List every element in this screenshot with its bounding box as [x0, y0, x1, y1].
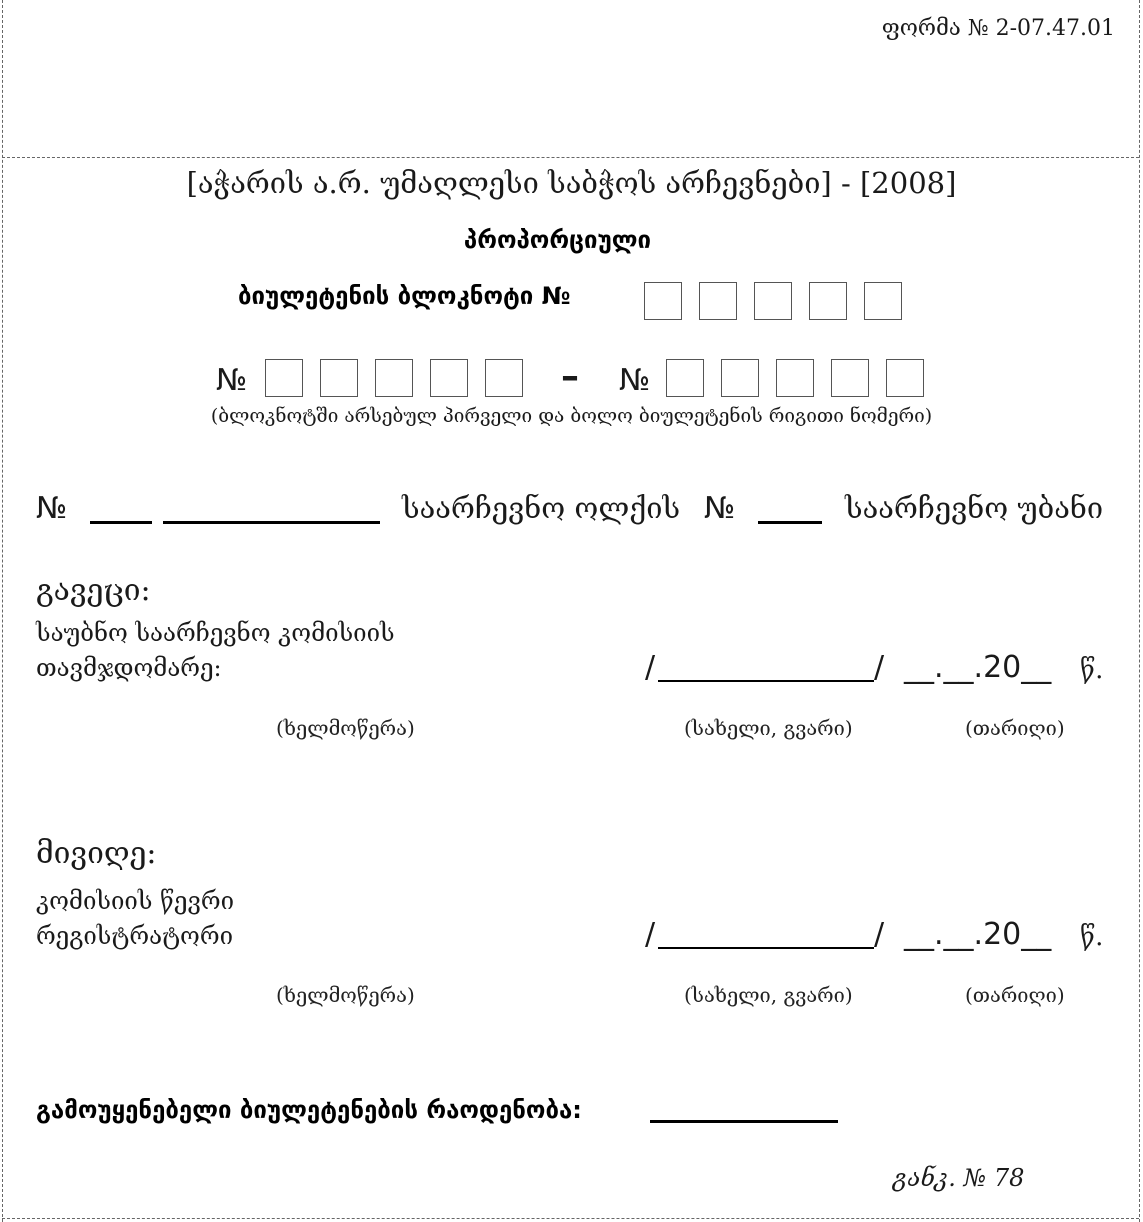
precinct-number-field[interactable]	[758, 521, 822, 524]
block-digit-box[interactable]	[699, 282, 737, 320]
frame-top-separator	[2, 157, 1139, 158]
range-dash: –	[561, 356, 579, 397]
block-digit-box[interactable]	[864, 282, 902, 320]
issued-date-field[interactable]: __.__.20__	[904, 650, 1052, 685]
received-signature-caption: (ხელმოწერა)	[276, 983, 415, 1007]
range-to-digit-box[interactable]	[666, 359, 704, 397]
received-role-line2: რეგისტრატორი	[36, 922, 234, 950]
range-from-digit-box[interactable]	[375, 359, 413, 397]
issued-name-field[interactable]	[658, 680, 874, 682]
issued-name-caption: (სახელი, გვარი)	[684, 716, 853, 740]
received-heading: მივიღე:	[36, 836, 157, 871]
range-from-digit-box[interactable]	[485, 359, 523, 397]
received-name-caption: (სახელი, გვარი)	[684, 983, 853, 1007]
range-to-label: №	[619, 363, 651, 398]
issued-heading: გავეცი:	[36, 573, 151, 608]
district-number-field[interactable]	[90, 521, 152, 524]
received-slash-close: /	[874, 917, 885, 952]
range-to-digit-box[interactable]	[831, 359, 869, 397]
district-label: საარჩევნო ოლქის	[402, 491, 681, 525]
unused-ballots-field[interactable]	[650, 1120, 838, 1123]
range-from-digit-box[interactable]	[265, 359, 303, 397]
block-digit-box[interactable]	[754, 282, 792, 320]
ballot-type-title: პროპორციული	[463, 226, 652, 254]
form-number: ფორმა № 2-07.47.01	[881, 16, 1115, 41]
range-to-digit-box[interactable]	[886, 359, 924, 397]
received-slash-open: /	[645, 917, 656, 952]
unused-ballots-label: გამოუყენებელი ბიულეტენების რაოდენობა:	[36, 1096, 582, 1124]
range-caption: (ბლოკნოტში არსებულ პირველი და ბოლო ბიულეტენის რიგითი ნომერი)	[210, 405, 933, 427]
issued-slash-open: /	[645, 650, 656, 685]
received-role-line1: კომისიის წევრი	[36, 887, 235, 915]
range-from-digit-box[interactable]	[320, 359, 358, 397]
issued-year-suffix: წ.	[1080, 655, 1104, 685]
block-digit-box[interactable]	[644, 282, 682, 320]
frame-bottom-border	[2, 1218, 1139, 1219]
issued-date-caption: (თარიღი)	[965, 716, 1065, 740]
appendix-number: განკ. № 78	[893, 1164, 1025, 1192]
precinct-label: საარჩევნო უბანი	[845, 491, 1104, 525]
received-date-caption: (თარიღი)	[965, 983, 1065, 1007]
election-title: [აჭარის ა.რ. უმაღლესი საბჭოს არჩევნები] - [2008]	[186, 166, 957, 200]
issued-signature-caption: (ხელმოწერა)	[276, 716, 415, 740]
district-no-label: №	[36, 491, 68, 526]
block-digit-box[interactable]	[809, 282, 847, 320]
range-to-digit-box[interactable]	[776, 359, 814, 397]
range-from-label: №	[216, 363, 248, 398]
received-year-suffix: წ.	[1080, 922, 1104, 952]
received-date-field[interactable]: __.__.20__	[904, 917, 1052, 952]
issued-role-line2: თავმჯდომარე:	[36, 654, 222, 682]
range-from-digit-box[interactable]	[430, 359, 468, 397]
received-name-field[interactable]	[658, 947, 874, 949]
precinct-no-label: №	[704, 491, 736, 526]
issued-slash-close: /	[874, 650, 885, 685]
district-name-field[interactable]	[163, 521, 380, 524]
issued-role-line1: საუბნო საარჩევნო კომისიის	[36, 619, 395, 647]
ballot-block-label: ბიულეტენის ბლოკნოტი №	[238, 282, 571, 310]
range-to-digit-box[interactable]	[721, 359, 759, 397]
